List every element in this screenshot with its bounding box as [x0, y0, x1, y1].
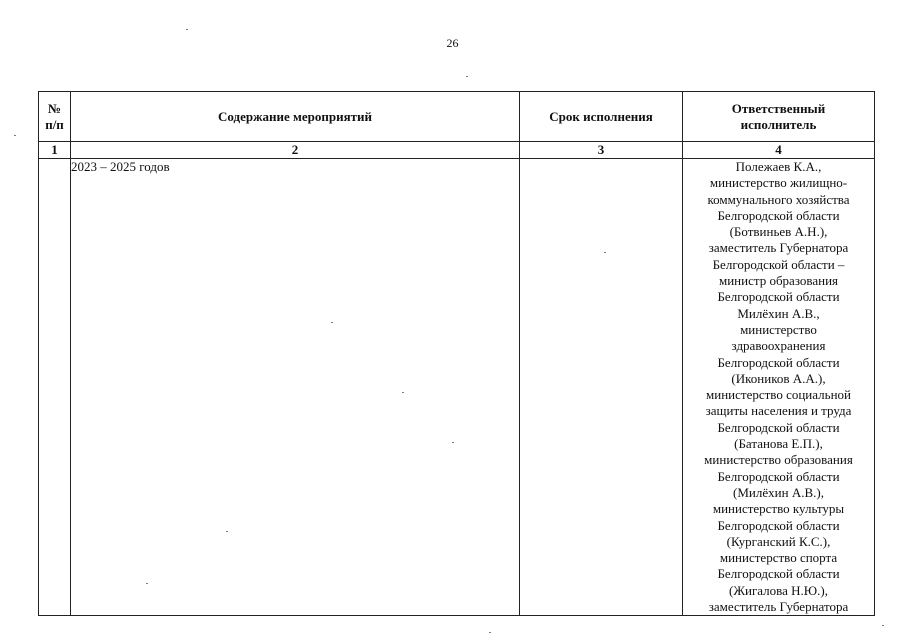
scan-speck — [146, 583, 148, 584]
scan-speck — [466, 76, 468, 77]
responsible-line: министр образования — [718, 273, 839, 289]
column-number-1: 1 — [39, 142, 71, 159]
responsible-line: (Икоников А.А.), — [731, 370, 826, 386]
responsible-line: Белгородской области — [717, 207, 840, 223]
table-header-row — [39, 92, 875, 142]
header-responsible: Ответственный исполнитель — [683, 92, 875, 142]
column-number-row — [39, 142, 875, 159]
scan-speck — [186, 29, 188, 30]
responsible-line: министерство образования — [704, 452, 853, 468]
scan-speck — [452, 442, 454, 443]
responsible-line: защиты населения и труда — [705, 403, 852, 419]
column-number-3: 3 — [520, 142, 683, 159]
responsible-line: Белгородской области – — [712, 256, 845, 272]
scan-speck — [226, 531, 228, 532]
responsible-line: министерство социальной — [706, 387, 851, 403]
responsible-line: (Батанова Е.П.), — [734, 436, 823, 452]
responsible-line: (Курганский К.С.), — [726, 533, 831, 549]
responsible-line: Белгородской области — [717, 517, 840, 533]
responsible-line: Белгородской области — [717, 468, 840, 484]
scan-speck — [402, 392, 404, 393]
responsible-line: министерство — [740, 321, 817, 337]
column-number-4: 4 — [683, 142, 875, 159]
scan-speck — [604, 252, 606, 253]
page-number: 26 — [446, 36, 459, 50]
responsible-line: министерство культуры — [712, 501, 845, 517]
row-number-cell — [39, 159, 71, 616]
scan-speck — [331, 322, 333, 323]
responsible-line: коммунального хозяйства — [707, 191, 850, 207]
responsible-line: здравоохранения — [731, 338, 826, 354]
responsible-line: Белгородской области — [717, 419, 840, 435]
responsible-line: министерство жилищно- — [709, 175, 848, 191]
responsible-line: заместитель Губернатора — [708, 240, 849, 256]
scan-speck — [489, 632, 491, 633]
scan-speck — [14, 135, 16, 136]
row-responsible-cell — [683, 159, 875, 616]
responsible-line: (Жигалова Н.Ю.), — [729, 582, 828, 598]
column-number-2: 2 — [71, 142, 520, 159]
responsible-line: Милёхин А.В., — [737, 305, 820, 321]
row-content-cell: 2023 – 2025 годов — [71, 159, 520, 616]
plan-table — [38, 91, 875, 616]
responsible-line: Белгородской области — [717, 289, 840, 305]
responsible-line: (Ботвиньев А.Н.), — [729, 224, 828, 240]
table-row — [39, 159, 875, 616]
header-number: № п/п — [39, 92, 71, 142]
responsible-line: министерство спорта — [719, 550, 838, 566]
responsible-line: Белгородской области — [717, 566, 840, 582]
header-content: Содержание мероприятий — [71, 92, 520, 142]
scan-speck — [882, 625, 884, 626]
row-deadline-cell — [520, 159, 683, 616]
header-deadline: Срок исполнения — [520, 92, 683, 142]
responsible-line: (Милёхин А.В.), — [733, 484, 824, 500]
responsible-line: Белгородской области — [717, 354, 840, 370]
responsible-line: Полежаев К.А., — [735, 159, 822, 174]
responsible-line: заместитель Губернатора — [708, 599, 849, 615]
